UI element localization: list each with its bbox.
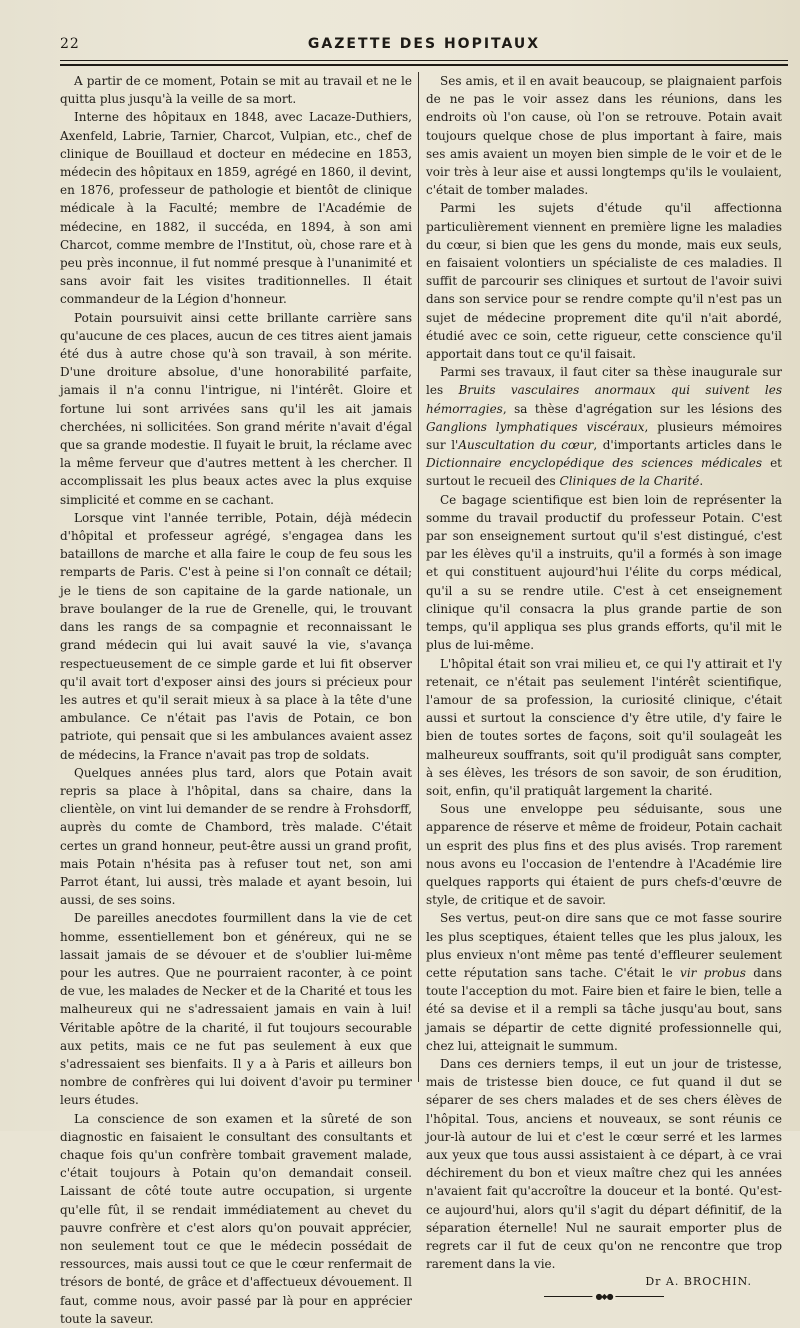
header-rule-thick [60,64,788,66]
page-number: 22 [60,36,80,52]
work-title: Cliniques de la Charité [559,474,700,489]
paragraph: Potain poursuivit ainsi cette brillante carrière sans qu'aucune de ces places, aucun de ces titres aient jamais été dus à autre chose qu'à son travail, à son mérite. D'une droiture absolue, d'une honorabilité parfaite, jamais il n'a connu l'intrigue, ni l'intérêt. Gloire et fortune lui sont arrivées sans qu'il les ait jamais cherchées, ni sollicitées. Son grand mérite n'avait d'égal que sa grande modestie. Il fuyait le bruit, la réclame avec la même ferveur que d'autres mettent à les chercher. Il accomplissait les plus beaux actes avec la plus exquise simplicité et comme en se cachant. [60,310,412,507]
paragraph: De pareilles anecdotes fourmillent dans la vie de cet homme, essentiellement bon et généreux, qui ne se lassait jamais de se dévouer et de s'oublier lui-même pour les autres. Que ne pourraient raconter, à ce point de vue, les malades de Necker et de la Charité et tous les malheureux qui ne s'adressaient jamais en vain à lui! Véritable apôtre de la charité, il fut toujours secourable aux petits, mais ce ne fut pas seulement à eux que s'adressaient ses bienfaits. Il y a à Paris et ailleurs bon nombre de confrères qui lui doivent d'avoir pu terminer leurs études. [60,911,412,1108]
latin-phrase: vir probus [680,965,746,980]
text: , d'importants articles dans le [593,438,782,453]
paragraph: Dans ces derniers temps, il eut un jour de tristesse, mais de tristesse bien douce, ce fut quand il dut se séparer de ses chers malades et de ses chers élèves de l'hôpital. Tous, anciens et nouveaux, se sont réunis ce jour-là autour de lui et c'est le cœur serré et les larmes aux yeux que tous aussi assistaient à ce départ, à ce vrai déchirement du bon et vieux maître chez qui les années n'avaient fait qu'accroître la douceur et la bonté. Qu'est-ce aujourd'hui, alors qu'il s'agit du départ définitif, de la séparation éternelle! Nul ne saurait emporter plus de regrets car il fut de ceux qu'on ne rencontre que trop rarement dans la vie. [426,1056,782,1272]
text: Parmi ses travaux, il faut citer sa thèse inaugurale sur les [426,365,782,398]
text: , plusieurs mémoires sur l' [426,419,782,453]
page-header [60,36,788,54]
paragraph: Quelques années plus tard, alors que Potain avait repris sa place à l'hôpital, dans sa chaire, dans la clientèle, on vint lui demander de se rendre à Frohsdorff, auprès du comte de Chambord, très malade. C'était certes un grand honneur, peut-être aussi un grand profit, mais Potain n'hésita pas à refuser tout net, son ami Parrot étant, lui aussi, très malade et ayant besoin, lui aussi, de ses soins. [60,765,412,908]
paragraph: Lorsque vint l'année terrible, Potain, déjà médecin d'hôpital et professeur agrégé, s'engagea dans les bataillons de marche et alla faire le coup de feu sous les remparts de Paris. C'est à peine si l'on connaît ce détail; je le tiens de son capitaine de la garde nationale, un brave boulanger de la rue de Grenelle, qui, le trouvant dans les rangs de sa compagnie et reconnaissant le grand médecin qui lui avait sauvé la vie, s'avança respectueusement de ce simple garde et lui fit observer qu'il avait tort d'exposer ainsi des jours si précieux pour les autres et qu'il serait mieux à sa place à la tête d'une ambulance. Ce n'était pas l'avis de Potain, ce bon patriote, qui pensait que si les ambulances avaient assez de médecins, la France n'avait pas trop de soldats. [60,510,412,762]
work-title: Bruits vasculaires anormaux qui suivent les hémorragies [426,383,782,416]
author-signature: Dr A. BROCHIN. [645,1275,752,1289]
running-title: GAZETTE DES HOPITAUX [307,36,541,52]
column-divider [418,72,419,1082]
text: Ses vertus, peut-on dire sans que ce mot fasse sourire les plus sceptiques, étaient telles que les plus jaloux, les plus envieux n'ont même pas tenté d'effleurer seulement cette réputation sans tache. C'était le [426,911,782,980]
text: dans toute l'acception du mot. Faire bien et faire le bien, telle a été sa devise et il a rempli sa tâche jusqu'au bout, sans jamais se départir de cette dignité professionnelle qui, chez lui, atteignait le summum. [426,965,782,1053]
paragraph: Ce bagage scientifique est bien loin de représenter la somme du travail productif du professeur Potain. C'est par son enseignement surtout qu'il s'est distingué, c'est par les élèves qu'il a instruits, qu'il a formés à son image et qui constituent aujourd'hui l'élite du corps médical, qu'il a su se rendre utile. C'est à cet enseignement clinique qu'il consacra la plus grande partie de son temps, qu'il appliqua ses plus grands efforts, qu'il mit le plus de lui-même. [426,492,782,653]
end-ornament-rule [544,1292,664,1302]
text: . [699,474,704,489]
right-column [426,72,782,1302]
paragraph-works [426,363,782,490]
left-column [60,72,412,1326]
paragraph: A partir de ce moment, Potain se mit au travail et ne le quitta plus jusqu'à la veille de sa mort. [60,74,412,107]
paragraph: Ses amis, et il en avait beaucoup, se plaignaient parfois de ne pas le voir assez dans les réunions, dans les endroits où l'on cause, où l'on se retrouve. Potain avait toujours quelque chose de plus important à faire, mais ses amis avaient un moyen bien simple de le voir et de le voir très à leur aise et aussi longtemps qu'ils le voulaient, c'était de tomber malades. [426,74,782,198]
work-title: Dictionnaire encyclopédique des sciences médicales [426,456,762,471]
header-rule [60,60,788,61]
ornament-icon: ●◆● [592,1292,615,1301]
text: , sa thèse d'agrégation sur les lésions des [502,401,782,416]
work-title: Auscultation du cœur [458,438,594,453]
paragraph: Sous une enveloppe peu séduisante, sous une apparence de réserve et même de froideur, Potain cachait un esprit des plus fins et des plus avisés. Trop rarement nous avons eu l'occasion de l'entendre à l'Académie lire quelques rapports qui étaient de purs chefs-d'œuvre de style, de critique et de savoir. [426,802,782,908]
paragraph-virtues [426,909,782,1055]
paragraph: L'hôpital était son vrai milieu et, ce qui l'y attirait et l'y retenait, ce n'était pas seulement l'intérêt scientifique, l'amour de sa profession, la curiosité clinique, c'était aussi et surtout la conscience d'y être utile, d'y faire le bien de toutes sortes de façons, soit qu'il soulageât les malheureux souffrants, soit qu'il prodiguât sans compter, à ses élèves, les trésors de son savoir, de son érudition, soit, enfin, qu'il pratiquât largement la charité. [426,656,782,798]
paragraph: Parmi les sujets d'étude qu'il affectionna particulièrement viennent en première ligne les maladies du cœur, si bien que les gens du monde, mais eux seuls, en faisaient volontiers un spécialiste de ces maladies. Il suffit de parcourir ses cliniques et surtout de l'avoir suivi dans son service pour se rendre compte qu'il n'est pas un sujet de médecine proprement dite qu'il n'ait abordé, étudié avec ce soin, cette rigueur, cette conscience qu'il apportait dans tout ce qu'il faisait. [426,201,782,362]
work-title: Ganglions lymphatiques viscéraux [426,419,645,434]
text: et surtout le recueil des [426,456,782,489]
paragraph: Interne des hôpitaux en 1848, avec Lacaze-Duthiers, Axenfeld, Labrie, Tarnier, Charcot, Vulpian, etc., chef de clinique de Bouillaud et docteur en médecine en 1853, médecin des hôpitaux en 1859, agrégé en 1860, il devint, en 1876, professeur de pathologie et bientôt de clinique médicale à la Faculté; membre de l'Académie de médecine, en 1882, il succéda, en 1894, à son ami Charcot, comme membre de l'Institut, où, chose rare et à peu près inconnue, il fut nommé presque à l'unanimité et sans avoir fait les visites traditionnelles. Il était commandeur de la Légion d'honneur. [60,110,412,307]
paragraph: La conscience de son examen et la sûreté de son diagnostic en faisaient le consultant des consultants et chaque fois qu'un confrère tombait gravement malade, c'était toujours à Potain qu'on demandait conseil. Laissant de côté toute autre occupation, si urgente qu'elle fût, il se rendait immédiatement au chevet du pauvre confrère et c'est alors qu'on pouvait apprécier, non seulement tout ce que le médecin possédait de ressources, mais aussi tout ce que le cœur renfermait de trésors de bonté, de grâce et d'affectueux dévouement. Il faut, comme nous, avoir passé par là pour en apprécier toute la saveur. [60,1111,412,1326]
